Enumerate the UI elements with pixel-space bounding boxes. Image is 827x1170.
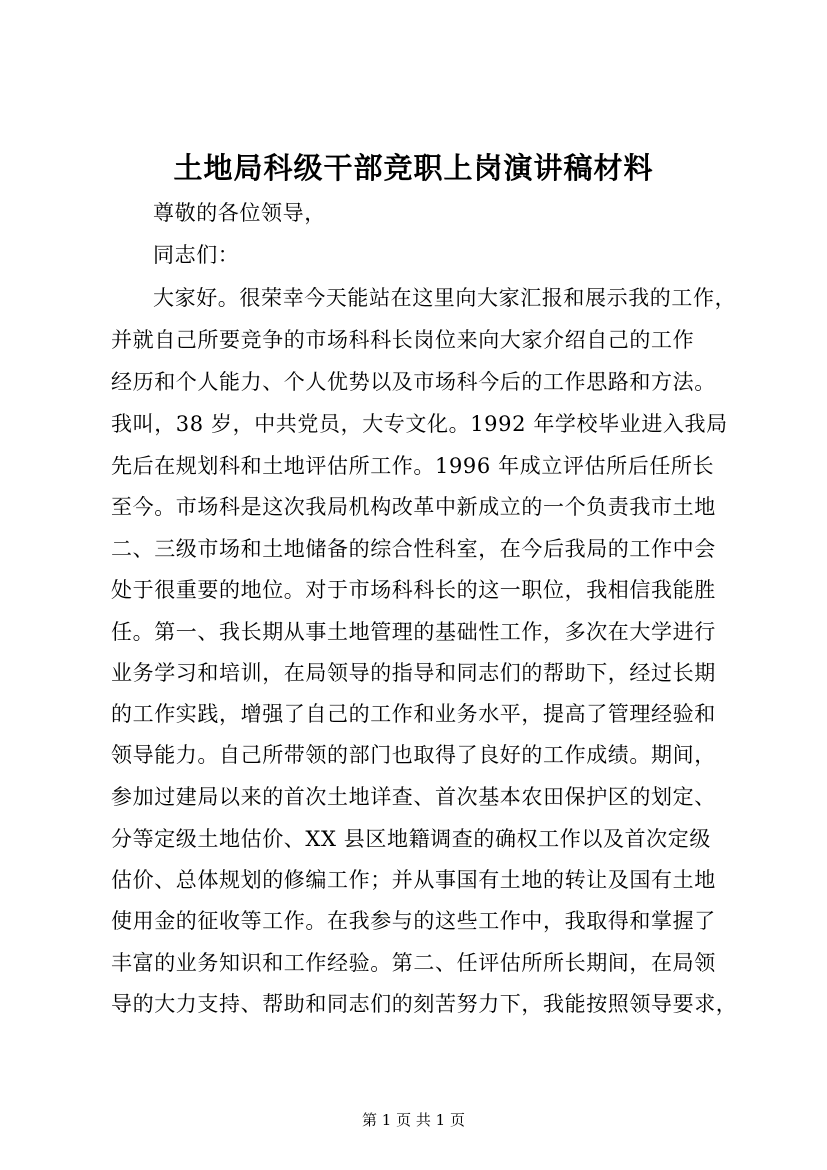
paragraph-line: 使用金的征收等工作。在我参与的这些工作中，我取得和掌握了 xyxy=(111,909,716,933)
paragraph-line: 的工作实践，增强了自己的工作和业务水平，提高了管理经验和 xyxy=(111,702,716,726)
paragraph-line: 估价、总体规划的修编工作；并从事国有土地的转让及国有土地 xyxy=(111,868,716,892)
paragraph-line: 并就自己所要竞争的市场科科长岗位来向大家介绍自己的工作 xyxy=(111,328,695,352)
document-title: 土地局科级干部竞职上岗演讲稿材料 xyxy=(173,151,654,185)
paragraph-line: 二、三级市场和土地储备的综合性科室，在今后我局的工作中会 xyxy=(111,537,716,561)
paragraph-line: 导的大力支持、帮助和同志们的刻苦努力下，我能按照领导要求， xyxy=(111,992,738,1016)
paragraph-line: 参加过建局以来的首次土地详查、首次基本农田保护区的划定、 xyxy=(111,785,716,809)
paragraph-line: 分等定级土地估价、XX 县区地籍调查的确权工作以及首次定级 xyxy=(111,827,711,851)
paragraph-line: 经历和个人能力、个人优势以及市场科今后的工作思路和方法。 xyxy=(111,370,716,394)
paragraph-line: 我叫，38 岁，中共党员，大专文化。1992 年学校毕业进入我局 xyxy=(111,412,728,436)
paragraph-line: 至今。市场科是这次我局机构改革中新成立的一个负责我市土地 xyxy=(111,495,716,519)
paragraph-line: 丰富的业务知识和工作经验。第二、任评估所所长期间，在局领 xyxy=(111,951,716,975)
page-footer: 第 1 页 共 1 页 xyxy=(362,1111,465,1129)
paragraph-line: 业务学习和培训，在局领导的指导和同志们的帮助下，经过长期 xyxy=(111,661,716,685)
paragraph-line: 大家好。很荣幸今天能站在这里向大家汇报和展示我的工作， xyxy=(153,286,737,310)
salutation-line: 尊敬的各位领导， xyxy=(153,201,326,225)
paragraph-line: 任。第一、我长期从事土地管理的基础性工作，多次在大学进行 xyxy=(111,620,716,644)
paragraph-line: 领导能力。自己所带领的部门也取得了良好的工作成绩。期间， xyxy=(111,743,716,767)
paragraph-line: 先后在规划科和土地评估所工作。1996 年成立评估所后任所长 xyxy=(111,454,715,478)
paragraph-line: 处于很重要的地位。对于市场科科长的这一职位，我相信我能胜 xyxy=(111,578,716,602)
salutation-line: 同志们： xyxy=(153,243,240,267)
